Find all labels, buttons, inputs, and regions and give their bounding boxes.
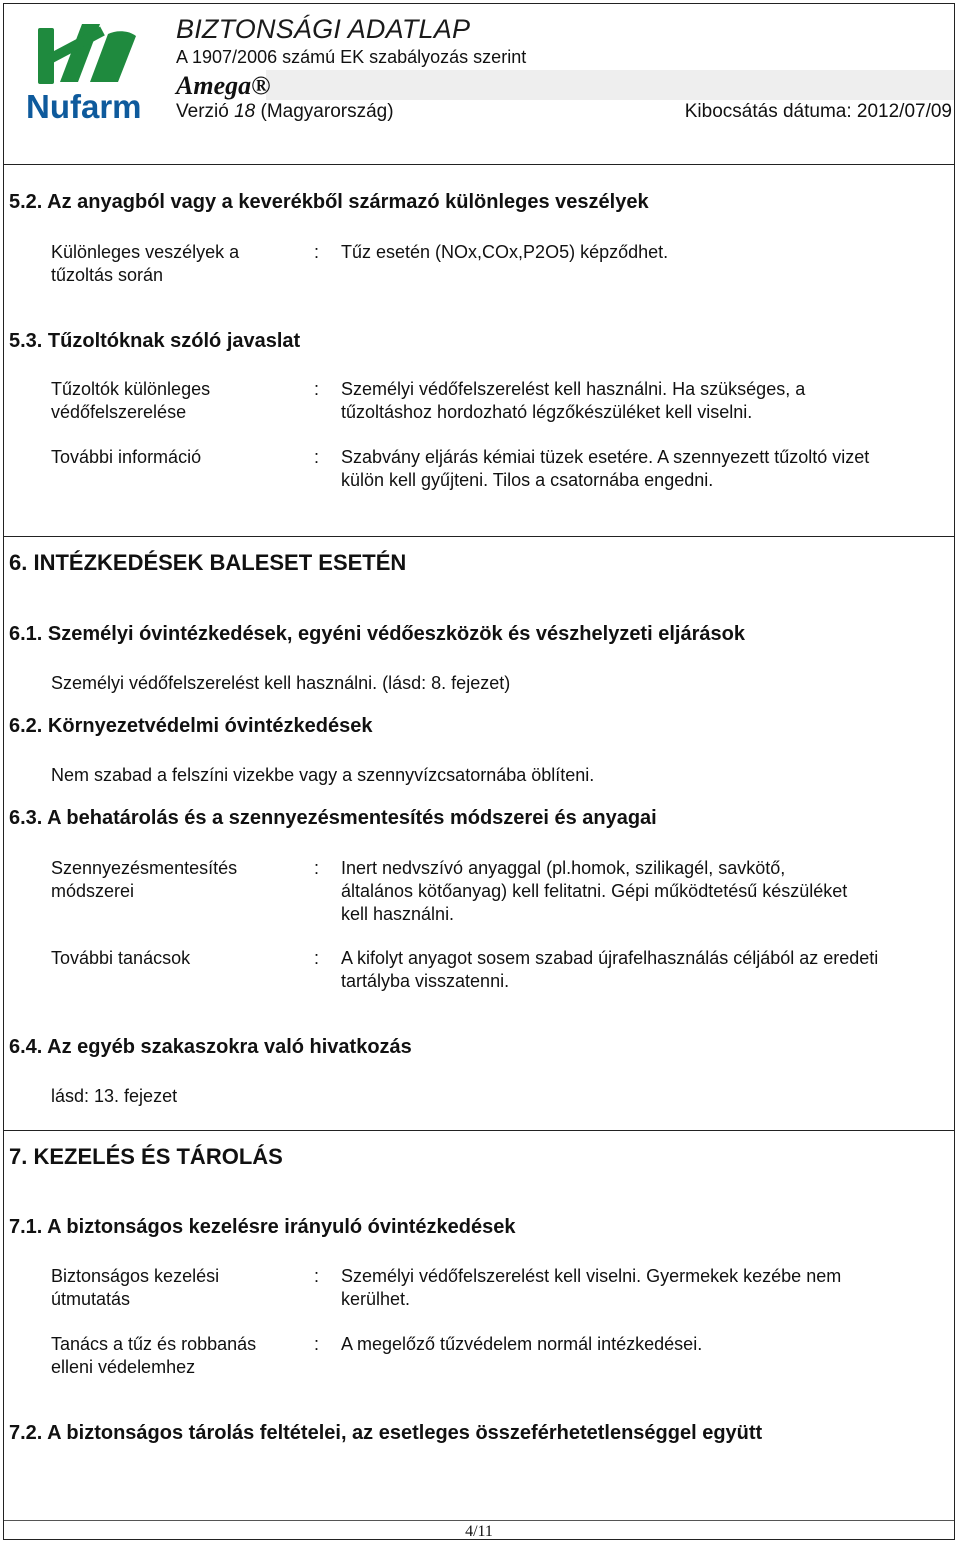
field-colon: :: [314, 379, 320, 399]
section-6-4-heading: 6.4. Az egyéb szakaszokra való hivatkozás: [9, 1036, 412, 1058]
section-5-3-heading: 5.3. Tűzoltóknak szóló javaslat: [9, 330, 301, 352]
field-label: Tanács a tűz és robbanás elleni védelemhez: [51, 1334, 257, 1377]
field-label: Tűzoltók különleges védőfelszerelése: [51, 379, 211, 422]
section-7-heading: 7. KEZELÉS ÉS TÁROLÁS: [9, 1144, 283, 1169]
field-label: További tanácsok: [51, 948, 191, 968]
nufarm-logo: [24, 16, 154, 124]
svg-text:Nufarm: Nufarm: [26, 88, 142, 124]
page-number: 4/11: [465, 1523, 493, 1540]
field-colon: :: [314, 1266, 320, 1286]
section-6-heading: 6. INTÉZKEDÉSEK BALESET ESETÉN: [9, 550, 407, 575]
document-header: [4, 4, 954, 165]
field-value: Inert nedvszívó anyaggal (pl.homok, szilikagél, savkötő, általános kötőanyag) kell felitatni. Gépi működtetésű készüléket kell használni.: [341, 858, 848, 924]
version-line: [176, 101, 394, 123]
field-label: Biztonságos kezelési útmutatás: [51, 1266, 220, 1309]
section-6-2-text: Nem szabad a felszíni vizekbe vagy a szennyvízcsatornába öblíteni.: [51, 765, 595, 785]
section-6-2-heading: 6.2. Környezetvédelmi óvintézkedések: [9, 715, 373, 737]
field-colon: :: [314, 447, 320, 467]
version-number: 18: [234, 101, 256, 122]
product-band: [266, 70, 954, 100]
product-name: Amega®: [176, 71, 271, 100]
field-value: Tűz esetén (NOx,COx,P2O5) képződhet.: [341, 242, 669, 262]
section-6-4-text: lásd: 13. fejezet: [51, 1086, 178, 1106]
field-value: A megelőző tűzvédelem normál intézkedései.: [341, 1334, 703, 1354]
field-value: Személyi védőfelszerelést kell használni. Ha szükséges, a tűzoltáshoz hordozható légzőkészüléket kell viselni.: [341, 379, 806, 422]
field-colon: :: [314, 1334, 320, 1354]
field-value: A kifolyt anyagot sosem szabad újrafelhasználás céljából az eredeti tartályba visszatenni.: [341, 948, 879, 991]
document-page: [3, 3, 955, 1540]
section-divider: [4, 1130, 954, 1131]
field-colon: :: [314, 948, 320, 968]
field-value: Szabvány eljárás kémiai tüzek esetére. A szennyezett tűzoltó vizet külön kell gyűjteni. Tilos a csatornába engedni.: [341, 447, 870, 490]
section-6-1-text: Személyi védőfelszerelést kell használni. (lásd: 8. fejezet): [51, 673, 511, 693]
section-6-1-heading: 6.1. Személyi óvintézkedések, egyéni védőeszközök és vészhelyzeti eljárások: [9, 623, 745, 645]
field-colon: :: [314, 242, 320, 262]
field-value: Személyi védőfelszerelést kell viselni. Gyermekek kezébe nem kerülhet.: [341, 1266, 842, 1309]
field-label: További információ: [51, 447, 202, 467]
section-divider: [4, 536, 954, 537]
issue-date: Kibocsátás dátuma: 2012/07/09: [684, 101, 952, 122]
section-5-2-heading: 5.2. Az anyagból vagy a keverékből származó különleges veszélyek: [9, 191, 649, 213]
document-title: BIZTONSÁGI ADATLAP: [176, 14, 471, 44]
version-country: (Magyarország): [260, 101, 394, 122]
version-label: Verzió: [176, 101, 229, 122]
field-colon: :: [314, 858, 320, 878]
regulation-line: A 1907/2006 számú EK szabályozás szerint: [176, 47, 527, 67]
field-label: Szennyezésmentesítés módszerei: [51, 858, 238, 901]
section-7-2-heading: 7.2. A biztonságos tárolás feltételei, az esetleges összeférhetetlenséggel együtt: [9, 1422, 763, 1444]
section-6-3-heading: 6.3. A behatárolás és a szennyezésmentesítés módszerei és anyagai: [9, 807, 657, 829]
footer-divider: [4, 1520, 954, 1521]
section-7-1-heading: 7.1. A biztonságos kezelésre irányuló óvintézkedések: [9, 1216, 516, 1238]
field-label: Különleges veszélyek a tűzoltás során: [51, 242, 240, 285]
